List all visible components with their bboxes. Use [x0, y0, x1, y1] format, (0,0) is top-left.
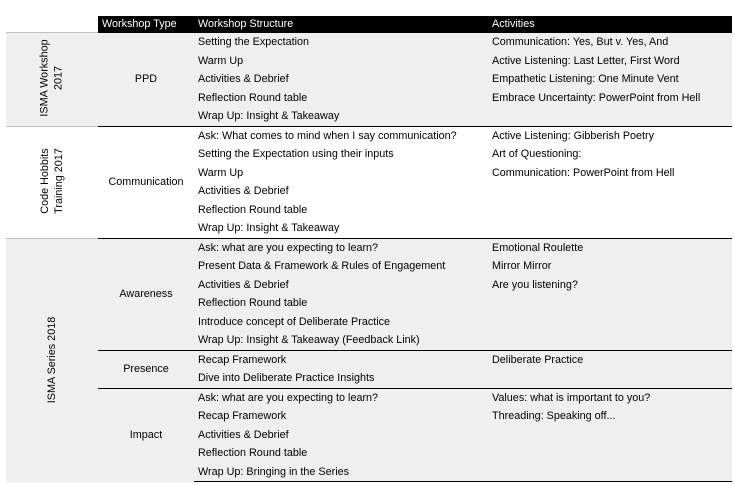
table-row — [6, 238, 732, 257]
table-body — [6, 33, 732, 482]
table-row — [6, 33, 732, 52]
series-label-line: ISMA Workshop — [39, 39, 51, 117]
structure-cell: Activities & Debrief — [194, 70, 488, 89]
activity-cell: Active Listening: Last Letter, First Word — [488, 52, 732, 71]
series-label — [6, 238, 98, 482]
activity-cell — [488, 426, 732, 445]
header-activities: Activities — [488, 16, 732, 33]
series-label-text — [38, 148, 66, 214]
series-label-line: Training 2017 — [53, 147, 65, 214]
workshop-type-cell: Impact — [98, 388, 194, 482]
structure-cell: Ask: what are you expecting to learn? — [194, 388, 488, 407]
workshop-type-cell: Awareness — [98, 238, 194, 350]
header-workshop-type: Workshop Type — [98, 16, 194, 33]
activity-cell — [488, 201, 732, 220]
activity-cell — [488, 444, 732, 463]
series-label-text — [45, 317, 59, 403]
structure-cell: Reflection Round table — [194, 89, 488, 108]
activity-cell: Are you listening? — [488, 276, 732, 295]
table-row — [6, 126, 732, 145]
activity-cell: Embrace Uncertainty: PowerPoint from Hell — [488, 89, 732, 108]
structure-cell: Recap Framework — [194, 407, 488, 426]
table-row — [6, 350, 732, 369]
activity-cell — [488, 463, 732, 482]
structure-cell: Warm Up — [194, 164, 488, 183]
structure-cell: Dive into Deliberate Practice Insights — [194, 369, 488, 388]
workshop-table — [6, 16, 732, 482]
header-blank — [6, 16, 98, 33]
activity-cell — [488, 107, 732, 126]
series-label-line: Code Hobbits — [39, 148, 51, 214]
activity-cell: Values: what is important to you? — [488, 388, 732, 407]
structure-cell: Ask: What comes to mind when I say communication? — [194, 126, 488, 145]
header-workshop-structure: Workshop Structure — [194, 16, 488, 33]
activity-cell: Mirror Mirror — [488, 257, 732, 276]
structure-cell: Recap Framework — [194, 350, 488, 369]
activity-cell: Empathetic Listening: One Minute Vent — [488, 70, 732, 89]
structure-cell: Wrap Up: Bringing in the Series — [194, 463, 488, 482]
activity-cell: Active Listening: Gibberish Poetry — [488, 126, 732, 145]
activity-cell: Emotional Roulette — [488, 238, 732, 257]
structure-cell: Wrap Up: Insight & Takeaway — [194, 107, 488, 126]
activity-cell — [488, 294, 732, 313]
structure-cell: Activities & Debrief — [194, 276, 488, 295]
structure-cell: Reflection Round table — [194, 444, 488, 463]
structure-cell: Wrap Up: Insight & Takeaway — [194, 219, 488, 238]
workshop-type-cell: PPD — [98, 33, 194, 127]
structure-cell: Activities & Debrief — [194, 426, 488, 445]
series-label-text — [38, 39, 66, 116]
activity-cell — [488, 219, 732, 238]
structure-cell: Present Data & Framework & Rules of Engagement — [194, 257, 488, 276]
activity-cell — [488, 182, 732, 201]
workshop-type-cell: Presence — [98, 350, 194, 388]
activity-cell — [488, 369, 732, 388]
structure-cell: Reflection Round table — [194, 294, 488, 313]
activity-cell: Threading: Speaking off... — [488, 407, 732, 426]
structure-cell: Wrap Up: Insight & Takeaway (Feedback Link) — [194, 331, 488, 350]
structure-cell: Warm Up — [194, 52, 488, 71]
header-row — [6, 16, 732, 33]
activity-cell: Art of Questioning: — [488, 145, 732, 164]
activity-cell: Communication: PowerPoint from Hell — [488, 164, 732, 183]
structure-cell: Activities & Debrief — [194, 182, 488, 201]
series-label-line: 2017 — [53, 65, 65, 91]
series-label — [6, 33, 98, 127]
structure-cell: Introduce concept of Deliberate Practice — [194, 313, 488, 332]
activity-cell: Deliberate Practice — [488, 350, 732, 369]
series-label-line: ISMA Series 2018 — [46, 316, 58, 403]
activity-cell — [488, 331, 732, 350]
table-row — [6, 388, 732, 407]
structure-cell: Setting the Expectation using their inputs — [194, 145, 488, 164]
structure-cell: Ask: what are you expecting to learn? — [194, 238, 488, 257]
workshop-type-cell: Communication — [98, 126, 194, 238]
structure-cell: Reflection Round table — [194, 201, 488, 220]
structure-cell: Setting the Expectation — [194, 33, 488, 52]
activity-cell — [488, 313, 732, 332]
activity-cell: Communication: Yes, But v. Yes, And — [488, 33, 732, 52]
series-label — [6, 126, 98, 238]
